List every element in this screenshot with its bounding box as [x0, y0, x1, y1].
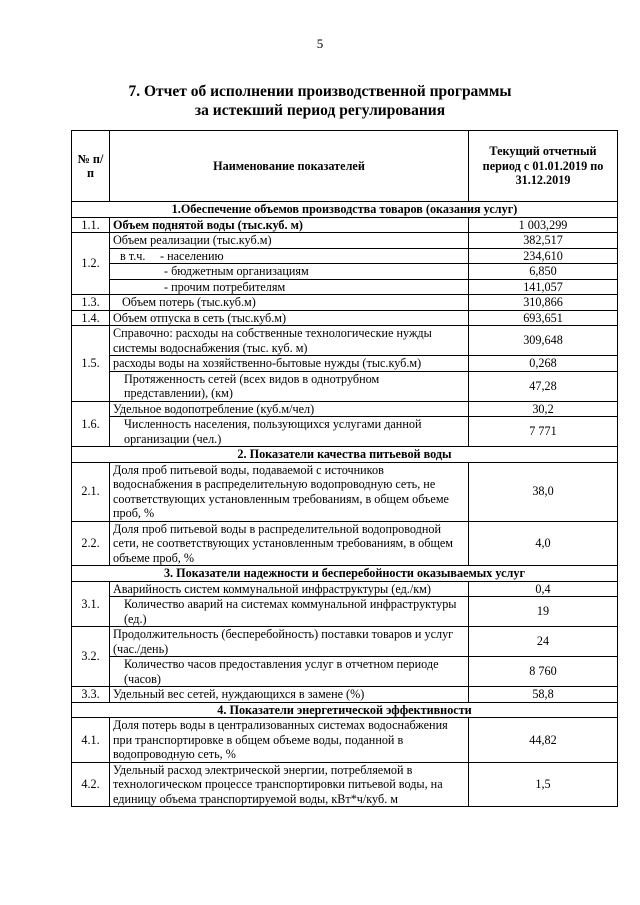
row-value: 44,82 — [469, 718, 618, 763]
section-row-1 — [72, 202, 618, 218]
row-value: 0,268 — [469, 356, 618, 372]
row-value: 0,4 — [469, 581, 618, 597]
table-row — [72, 295, 618, 311]
row-value: 310,866 — [469, 295, 618, 311]
table-row — [72, 657, 618, 687]
section-title: 1.Обеспечение объемов производства товаров (оказания услуг) — [72, 202, 618, 218]
table-row — [72, 279, 618, 295]
section-row-2 — [72, 447, 618, 463]
row-name: Объем отпуска в сеть (тыс.куб.м) — [110, 310, 469, 326]
row-value: 30,2 — [469, 401, 618, 417]
row-num: 3.1. — [72, 581, 110, 627]
table-row — [72, 417, 618, 447]
row-value: 693,651 — [469, 310, 618, 326]
section-row-3 — [72, 566, 618, 582]
row-value: 24 — [469, 627, 618, 657]
header-name: Наименование показателей — [110, 131, 469, 202]
row-name: Справочно: расходы на собственные технологические нужды системы водоснабжения (тыс. куб. м) — [110, 326, 469, 356]
row-prefix: в т.ч. — [120, 248, 146, 263]
row-num: 2.2. — [72, 521, 110, 566]
row-value: 38,0 — [469, 462, 618, 521]
row-value: 4,0 — [469, 521, 618, 566]
row-value: 309,648 — [469, 326, 618, 356]
row-name: Количество часов предоставления услуг в отчетном периоде (часов) — [110, 657, 469, 687]
row-name: Удельный вес сетей, нуждающихся в замене (%) — [110, 687, 469, 703]
table-row — [72, 233, 618, 249]
row-value: 1,5 — [469, 762, 618, 807]
table-row — [72, 326, 618, 356]
row-value: 47,28 — [469, 371, 618, 401]
row-name: Доля проб питьевой воды, подаваемой с источников водоснабжения в распределительную водопроводную сеть, не соответствующих установленным требованиям, в общем объеме проб, % — [110, 462, 469, 521]
table-row — [72, 762, 618, 807]
row-value: 382,517 — [469, 233, 618, 249]
row-num: 4.2. — [72, 762, 110, 807]
row-value: 7 771 — [469, 417, 618, 447]
report-title — [0, 82, 640, 120]
row-name: Доля проб питьевой воды в распределительной водопроводной сети, не соответствующих установленным требованиям, в общем объеме проб, % — [110, 521, 469, 566]
table-row — [72, 627, 618, 657]
table-row — [72, 248, 618, 264]
row-name-text: - населению — [160, 248, 224, 263]
row-name: Объем потерь (тыс.куб.м) — [110, 295, 469, 311]
row-name: - прочим потребителям — [110, 279, 469, 295]
row-name: Объем поднятой воды (тыс.куб. м) — [110, 217, 469, 233]
row-name: Протяженность сетей (всех видов в однотрубном представлении), (км) — [110, 371, 469, 401]
table-row — [72, 687, 618, 703]
page-number: 5 — [316, 36, 324, 51]
row-name: - бюджетным организациям — [110, 264, 469, 280]
table-row — [72, 597, 618, 627]
table-row — [72, 310, 618, 326]
table-row — [72, 356, 618, 372]
table-row — [72, 217, 618, 233]
row-name — [110, 248, 469, 264]
table-row — [72, 371, 618, 401]
section-title: 3. Показатели надежности и бесперебойности оказываемых услуг — [72, 566, 618, 582]
row-value: 19 — [469, 597, 618, 627]
row-name: расходы воды на хозяйственно-бытовые нужды (тыс.куб.м) — [110, 356, 469, 372]
row-num: 3.2. — [72, 627, 110, 687]
table-row — [72, 718, 618, 763]
header-num: № п/п — [72, 131, 110, 202]
row-name: Объем реализации (тыс.куб.м) — [110, 233, 469, 249]
row-name: Аварийность систем коммунальной инфраструктуры (ед./км) — [110, 581, 469, 597]
table-row — [72, 264, 618, 280]
row-name: Продолжительность (бесперебойность) поставки товаров и услуг (час./день) — [110, 627, 469, 657]
row-value: 58,8 — [469, 687, 618, 703]
row-num: 1.4. — [72, 310, 110, 326]
row-num: 1.6. — [72, 401, 110, 447]
table-row — [72, 462, 618, 521]
production-program-table — [71, 130, 618, 807]
table-row — [72, 521, 618, 566]
row-num: 1.1. — [72, 217, 110, 233]
title-line-1: 7. Отчет об исполнении производственной программы — [128, 83, 512, 100]
row-value: 234,610 — [469, 248, 618, 264]
table-row — [72, 401, 618, 417]
header-period: Текущий отчетный период с 01.01.2019 по 31.12.2019 — [469, 131, 618, 202]
section-title: 2. Показатели качества питьевой воды — [72, 447, 618, 463]
row-value: 6,850 — [469, 264, 618, 280]
row-value: 1 003,299 — [469, 217, 618, 233]
row-value: 8 760 — [469, 657, 618, 687]
row-name: Количество аварий на системах коммунальной инфраструктуры (ед.) — [110, 597, 469, 627]
section-row-4 — [72, 702, 618, 718]
row-num: 1.5. — [72, 326, 110, 402]
title-line-2: за истекший период регулирования — [194, 102, 446, 119]
row-name: Численность населения, пользующихся услугами данной организации (чел.) — [110, 417, 469, 447]
table-header-row — [72, 131, 618, 202]
row-num: 4.1. — [72, 718, 110, 763]
row-num: 3.3. — [72, 687, 110, 703]
section-title: 4. Показатели энергетической эффективности — [72, 702, 618, 718]
row-value: 141,057 — [469, 279, 618, 295]
row-num: 2.1. — [72, 462, 110, 521]
row-name: Доля потерь воды в централизованных системах водоснабжения при транспортировке в общем объеме воды, поданной в водопроводную сеть, % — [110, 718, 469, 763]
row-num: 1.3. — [72, 295, 110, 311]
row-name: Удельное водопотребление (куб.м/чел) — [110, 401, 469, 417]
table-row — [72, 581, 618, 597]
row-name: Удельный расход электрической энергии, потребляемой в технологическом процессе транспортировки питьевой воды, на единицу объема транспортируемой воды, кВт*ч/куб. м — [110, 762, 469, 807]
row-num: 1.2. — [72, 233, 110, 295]
